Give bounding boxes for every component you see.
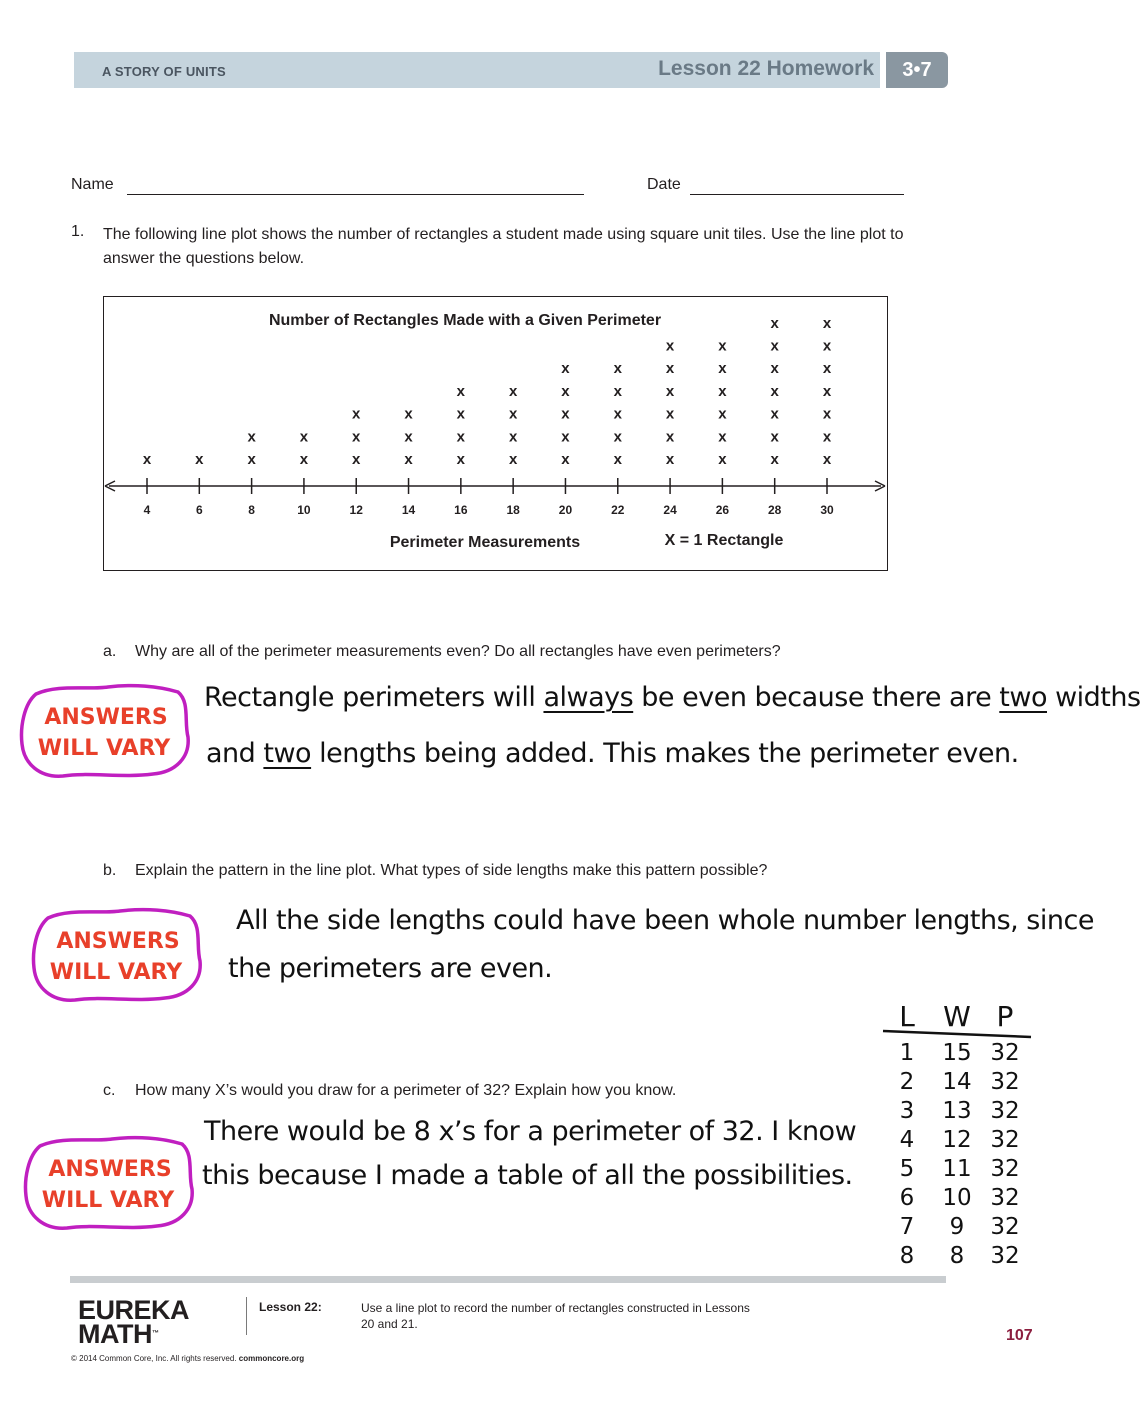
question-text: The following line plot shows the number of rectangles a student made using square unit tiles. Use the line plot to answer the questions below. xyxy=(103,226,904,267)
plot-x-mark: x xyxy=(665,337,675,355)
lwp-cell: 5 xyxy=(899,1156,915,1182)
lwp-cell: 32 xyxy=(990,1243,1020,1269)
part-a-answer-line2: and two lengths being added. This makes the perimeter even. xyxy=(206,738,1019,769)
copyright: © 2014 Common Core, Inc. All rights reserved. commoncore.org xyxy=(71,1354,305,1363)
plot-x-mark: x xyxy=(665,382,675,400)
plot-x-mark: x xyxy=(770,314,779,332)
lwp-header: P xyxy=(996,1000,1014,1033)
grade-module-badge: 3•7 xyxy=(886,52,948,88)
part-b-label: b. xyxy=(103,862,117,879)
plot-x-mark: x xyxy=(718,428,727,446)
name-label: Name xyxy=(71,176,114,193)
lwp-cell: 32 xyxy=(990,1156,1020,1182)
plot-x-mark: x xyxy=(299,428,309,446)
plot-x-mark: x xyxy=(561,451,570,468)
plot-x-mark: x xyxy=(508,428,518,446)
plot-x-mark: x xyxy=(822,405,832,423)
footer-lesson-description: Use a line plot to record the number of rectangles constructed in Lessons 20 and 21. xyxy=(361,1301,750,1331)
date-label: Date xyxy=(647,176,681,193)
lwp-table xyxy=(875,1000,1045,1269)
lwp-cell: 14 xyxy=(942,1069,972,1095)
plot-x-mark: x xyxy=(770,451,779,468)
plot-x-mark: x xyxy=(247,451,256,468)
lesson-title: Lesson 22 Homework xyxy=(658,57,874,80)
plot-x-mark: x xyxy=(195,451,204,468)
plot-x-mark: x xyxy=(665,360,675,378)
stamp-a-line2: WILL VARY xyxy=(37,736,171,761)
x-tick-label: 14 xyxy=(401,503,416,517)
lwp-cell: 32 xyxy=(990,1098,1020,1124)
plot-x-mark: x xyxy=(822,428,832,446)
stamp-a-line1: ANSWERS xyxy=(44,705,168,730)
lwp-cell: 8 xyxy=(949,1243,965,1269)
lwp-cell: 32 xyxy=(990,1040,1020,1066)
plot-x-mark: x xyxy=(404,428,413,446)
plot-x-mark: x xyxy=(770,405,779,423)
lwp-cell: 32 xyxy=(990,1214,1020,1240)
lwp-cell: 32 xyxy=(990,1069,1020,1095)
plot-x-mark: x xyxy=(718,360,727,378)
x-axis-label: Perimeter Measurements xyxy=(389,534,581,551)
plot-x-mark: x xyxy=(561,360,570,378)
plot-x-mark: x xyxy=(613,451,622,468)
lwp-cell: 9 xyxy=(949,1214,965,1240)
lwp-cell: 13 xyxy=(942,1098,972,1124)
x-tick-label: 30 xyxy=(820,503,834,517)
part-a-answer-line1: Rectangle perimeters will always be even because there are two widths xyxy=(204,682,1141,713)
part-c-label: c. xyxy=(103,1082,116,1099)
x-tick-label: 16 xyxy=(454,503,468,517)
plot-x-mark: x xyxy=(247,428,256,446)
x-tick-label: 20 xyxy=(558,503,573,517)
stamp-c-line2: WILL VARY xyxy=(41,1188,175,1213)
part-a-label: a. xyxy=(103,643,117,660)
plot-x-mark: x xyxy=(299,451,309,468)
plot-x-mark: x xyxy=(456,382,466,400)
plot-x-mark: x xyxy=(508,382,518,400)
chart-key: X = 1 Rectangle xyxy=(664,532,784,549)
part-c-answer-line1: There would be 8 x’s for a perimeter of 32. I know xyxy=(204,1116,857,1147)
name-field[interactable] xyxy=(127,194,584,195)
plot-x-mark: x xyxy=(718,337,727,355)
plot-x-mark: x xyxy=(718,382,727,400)
plot-x-mark: x xyxy=(822,382,832,400)
x-tick-label: 10 xyxy=(297,503,311,517)
plot-x-mark: x xyxy=(770,360,779,378)
lwp-header: L xyxy=(899,1000,915,1033)
part-b-answer-line1: All the side lengths could have been whole number lengths, since xyxy=(236,905,1094,936)
plot-x-mark: x xyxy=(770,382,779,400)
plot-x-mark: x xyxy=(404,405,413,423)
part-c-answer-line2: this because I made a table of all the possibilities. xyxy=(202,1160,853,1191)
x-tick-label: 8 xyxy=(248,503,255,517)
plot-x-mark: x xyxy=(665,451,675,468)
plot-x-mark: x xyxy=(770,428,779,446)
plot-x-mark: x xyxy=(613,382,622,400)
part-b-answer-line2: the perimeters are even. xyxy=(228,953,553,984)
plot-x-mark: x xyxy=(822,337,832,355)
x-tick-label: 28 xyxy=(768,503,782,517)
part-c-question: How many X’s would you draw for a perimeter of 32? Explain how you know. xyxy=(135,1082,677,1099)
x-tick-label: 22 xyxy=(611,503,625,517)
plot-x-mark: x xyxy=(508,451,518,468)
part-b-question: Explain the pattern in the line plot. What types of side lengths make this pattern possible? xyxy=(135,862,768,879)
question-number: 1. xyxy=(71,223,85,240)
line-plot xyxy=(103,296,889,572)
chart-title: Number of Rectangles Made with a Given Perimeter xyxy=(268,312,662,329)
plot-x-mark: x xyxy=(822,360,832,378)
lwp-cell: 6 xyxy=(899,1185,915,1211)
plot-x-mark: x xyxy=(561,405,570,423)
footer-divider xyxy=(246,1297,247,1335)
x-tick-label: 24 xyxy=(663,503,677,517)
plot-x-mark: x xyxy=(822,314,832,332)
plot-x-mark: x xyxy=(352,428,361,446)
plot-x-mark: x xyxy=(352,405,361,423)
stamp-b-line1: ANSWERS xyxy=(56,929,180,954)
plot-x-mark: x xyxy=(142,451,152,468)
plot-x-mark: x xyxy=(613,428,622,446)
x-tick-label: 4 xyxy=(143,503,151,517)
lwp-header: W xyxy=(943,1000,971,1033)
plot-x-mark: x xyxy=(456,405,466,423)
lwp-cell: 32 xyxy=(990,1127,1020,1153)
page-number: 107 xyxy=(1006,1327,1033,1344)
lwp-cell: 32 xyxy=(990,1185,1020,1211)
plot-x-mark: x xyxy=(613,405,622,423)
stamp-b-line2: WILL VARY xyxy=(49,960,183,985)
lwp-cell: 12 xyxy=(942,1127,972,1153)
plot-x-mark: x xyxy=(822,451,832,468)
lwp-cell: 15 xyxy=(942,1040,972,1066)
lwp-cell: 8 xyxy=(899,1243,915,1269)
plot-x-mark: x xyxy=(770,337,779,355)
plot-x-mark: x xyxy=(718,451,727,468)
lwp-cell: 11 xyxy=(942,1156,972,1182)
lwp-cell: 10 xyxy=(942,1185,972,1211)
answers-will-vary-stamp-a xyxy=(18,682,190,780)
plot-x-mark: x xyxy=(665,428,675,446)
x-tick-label: 18 xyxy=(506,503,520,517)
answers-will-vary-stamp-b xyxy=(30,906,202,1004)
plot-x-mark: x xyxy=(404,451,413,468)
plot-x-mark: x xyxy=(456,451,466,468)
x-tick-label: 12 xyxy=(349,503,363,517)
lwp-cell: 1 xyxy=(899,1040,915,1066)
footer-lesson-label: Lesson 22: xyxy=(259,1300,322,1314)
plot-x-mark: x xyxy=(561,428,570,446)
plot-x-mark: x xyxy=(508,405,518,423)
part-a-question: Why are all of the perimeter measurements even? Do all rectangles have even perimeters? xyxy=(135,643,781,660)
lwp-cell: 2 xyxy=(899,1069,915,1095)
lwp-cell: 4 xyxy=(899,1127,915,1153)
plot-x-mark: x xyxy=(665,405,675,423)
x-tick-label: 26 xyxy=(715,503,730,517)
date-field[interactable] xyxy=(690,194,904,195)
lwp-cell: 3 xyxy=(899,1098,915,1124)
plot-x-mark: x xyxy=(456,428,466,446)
lwp-cell: 7 xyxy=(899,1214,915,1240)
x-tick-label: 6 xyxy=(195,503,203,517)
plot-x-mark: x xyxy=(352,451,361,468)
series-title: A STORY OF UNITS xyxy=(102,64,226,79)
eureka-math-logo: EUREKA MATH™ xyxy=(78,1295,190,1349)
plot-x-mark: x xyxy=(718,405,727,423)
footer-rule xyxy=(70,1276,946,1283)
stamp-c-line1: ANSWERS xyxy=(48,1157,172,1182)
answers-will-vary-stamp-c xyxy=(22,1134,194,1232)
plot-x-mark: x xyxy=(613,360,622,378)
plot-x-mark: x xyxy=(561,382,570,400)
